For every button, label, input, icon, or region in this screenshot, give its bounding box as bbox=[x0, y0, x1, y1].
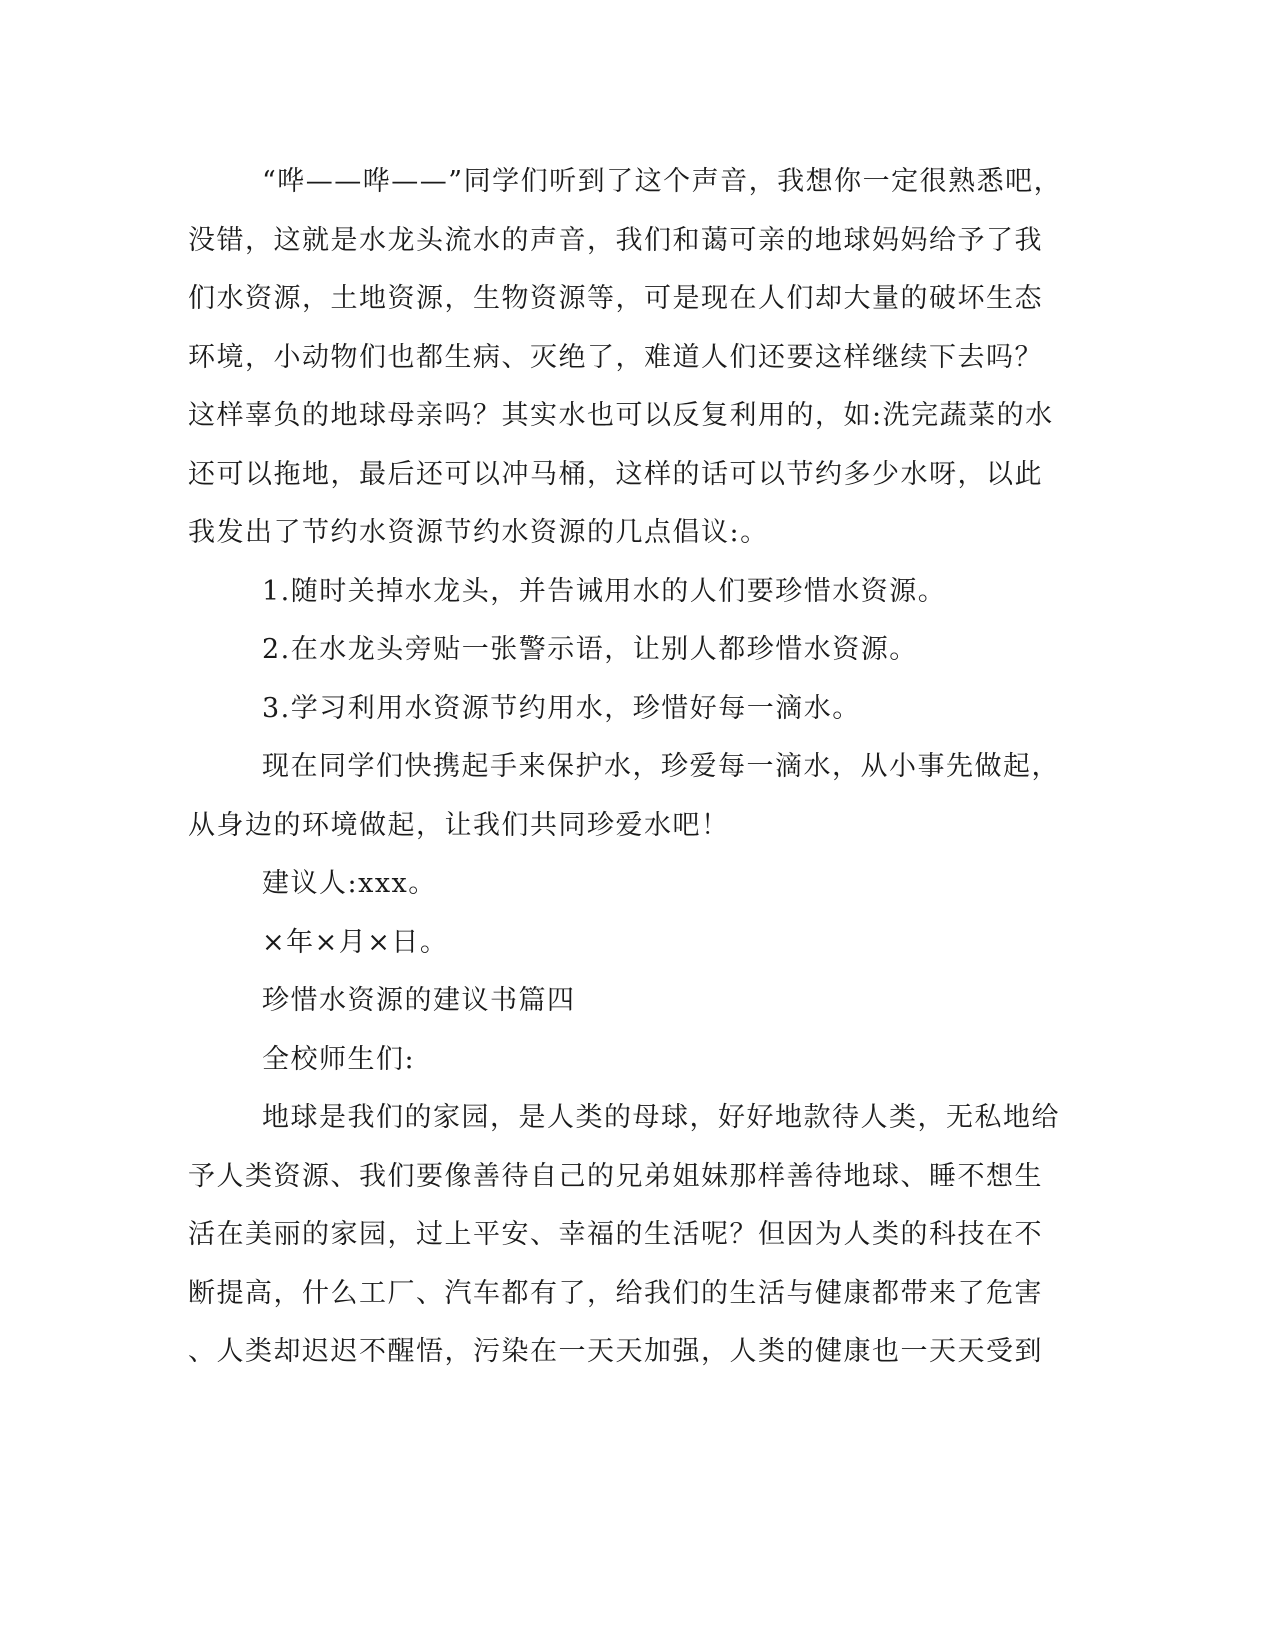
list-item: 1.随时关掉水龙头，并告诫用水的人们要珍惜水资源。 bbox=[262, 576, 947, 607]
paragraph-line: “哗——哗——”同学们听到了这个声音，我想你一定很熟悉吧， bbox=[262, 166, 1063, 197]
paragraph-line: 活在美丽的家园，过上平安、幸福的生活呢？但因为人类的科技在不 bbox=[188, 1219, 1043, 1250]
paragraph-line: 断提高，什么工厂、汽车都有了，给我们的生活与健康都带来了危害 bbox=[188, 1278, 1043, 1309]
signature-line: 建议人:xxx。 bbox=[262, 868, 437, 899]
paragraph-line: 现在同学们快携起手来保护水，珍爱每一滴水，从小事先做起， bbox=[262, 751, 1060, 782]
section-title: 珍惜水资源的建议书篇四 bbox=[262, 985, 576, 1016]
paragraph-line: 环境，小动物们也都生病、灭绝了，难道人们还要这样继续下去吗？ bbox=[188, 342, 1043, 373]
paragraph-line: 没错，这就是水龙头流水的声音，我们和蔼可亲的地球妈妈给予了我 bbox=[188, 225, 1043, 256]
paragraph-line: 还可以拖地，最后还可以冲马桶，这样的话可以节约多少水呀，以此 bbox=[188, 459, 1043, 490]
paragraph-line: 这样辜负的地球母亲吗？其实水也可以反复利用的，如:洗完蔬菜的水 bbox=[188, 400, 1054, 431]
paragraph-line: 地球是我们的家园，是人类的母球，好好地款待人类，无私地给 bbox=[262, 1102, 1060, 1133]
paragraph-line: 从身边的环境做起，让我们共同珍爱水吧！ bbox=[188, 810, 730, 841]
list-item: 3.学习利用水资源节约用水，珍惜好每一滴水。 bbox=[262, 693, 861, 724]
paragraph-line: 们水资源，土地资源，生物资源等，可是现在人们却大量的破坏生态 bbox=[188, 283, 1043, 314]
salutation: 全校师生们: bbox=[262, 1044, 416, 1075]
list-item: 2.在水龙头旁贴一张警示语，让别人都珍惜水资源。 bbox=[262, 634, 918, 665]
paragraph-line: 、人类却迟迟不醒悟，污染在一天天加强，人类的健康也一天天受到 bbox=[188, 1336, 1043, 1367]
date-line: ×年×月×日。 bbox=[262, 927, 449, 958]
paragraph-line: 予人类资源、我们要像善待自己的兄弟姐妹那样善待地球、睡不想生 bbox=[188, 1161, 1043, 1192]
paragraph-line: 我发出了节约水资源节约水资源的几点倡议:。 bbox=[188, 517, 769, 548]
